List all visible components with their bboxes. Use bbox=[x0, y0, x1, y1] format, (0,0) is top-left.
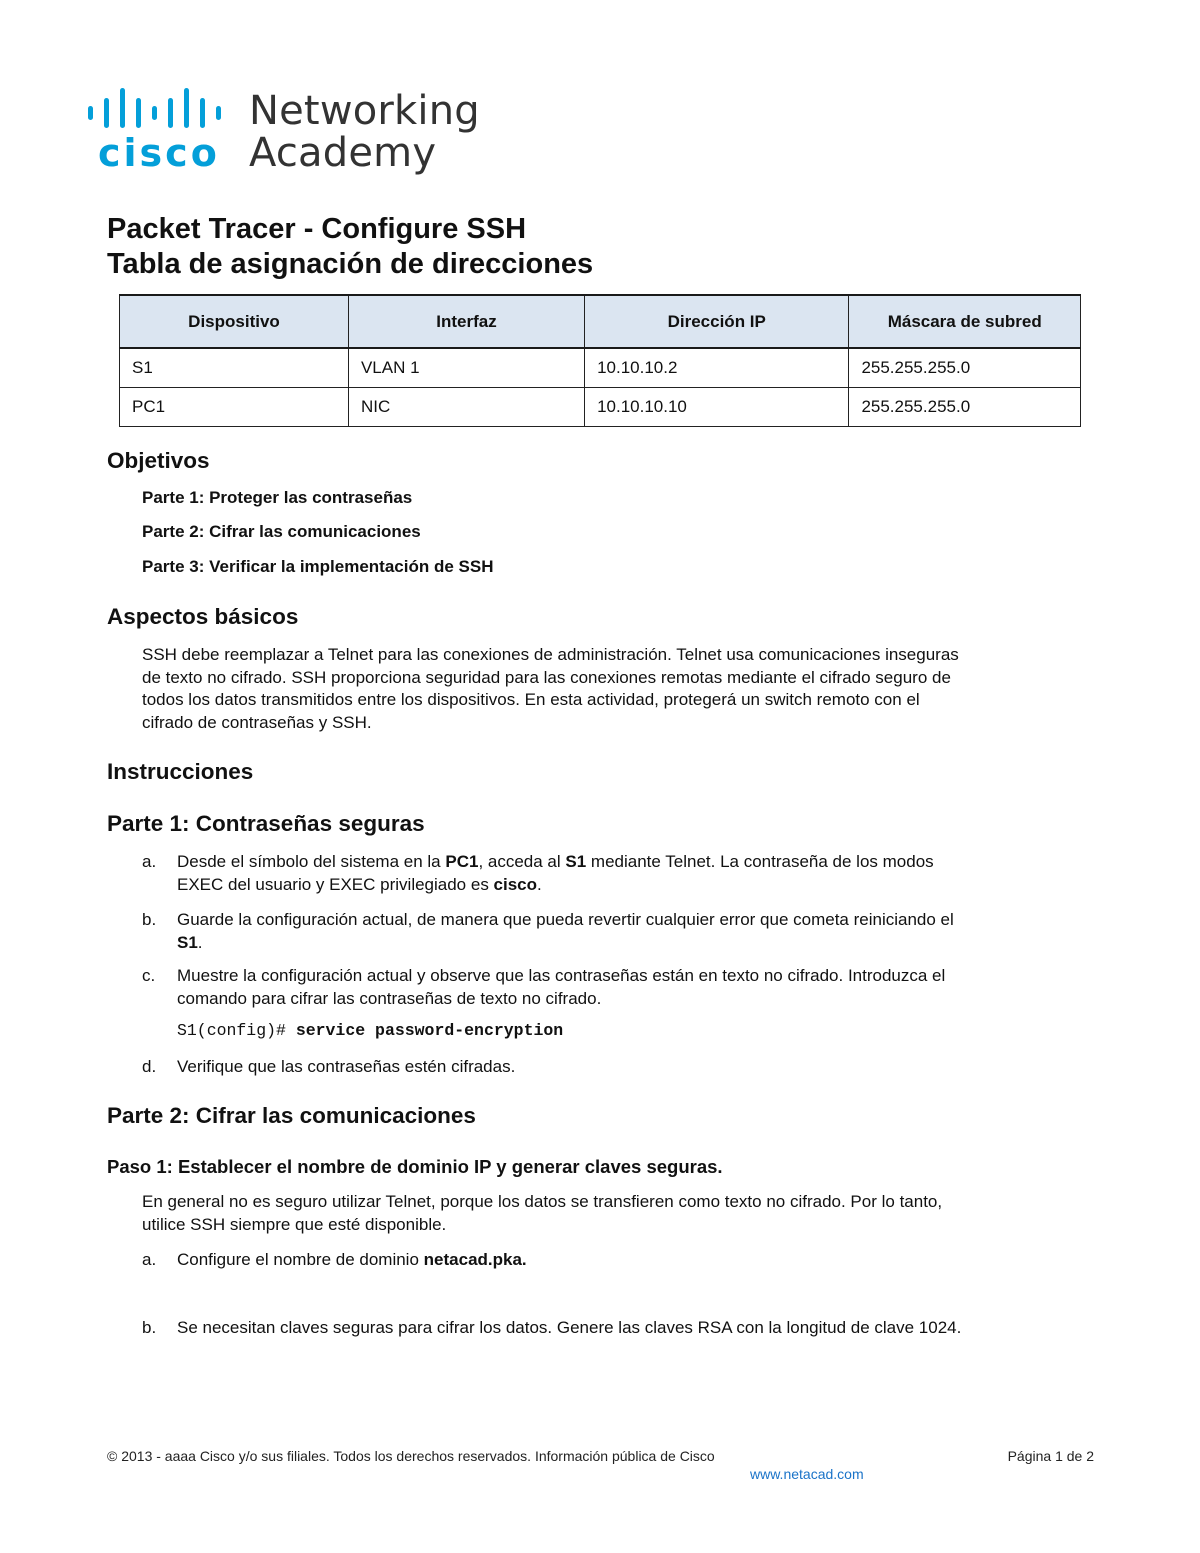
paragraph-line: cifrado de contraseñas y SSH. bbox=[142, 712, 372, 732]
paragraph-line: de texto no cifrado. SSH proporciona seguridad para las conexiones remotas mediante el cifrado seguro de bbox=[142, 667, 951, 687]
title-line-1: Packet Tracer - Configure SSH bbox=[107, 213, 527, 245]
footer-website-link[interactable]: www.netacad.com bbox=[750, 1466, 864, 1482]
parte2-intro bbox=[142, 1191, 1092, 1236]
logo-networking-text: Networking bbox=[249, 88, 480, 134]
parte1-step-b bbox=[142, 909, 1087, 954]
table-row bbox=[120, 388, 1081, 427]
instrucciones-heading: Instrucciones bbox=[107, 759, 254, 784]
logo-academy-text: Academy bbox=[249, 130, 437, 176]
aspectos-heading: Aspectos básicos bbox=[107, 604, 299, 629]
objetivos-heading: Objetivos bbox=[107, 448, 210, 473]
paragraph-line: utilice SSH siempre que esté disponible. bbox=[142, 1214, 447, 1234]
command-line bbox=[177, 1021, 563, 1040]
table-header-row bbox=[120, 295, 1081, 348]
step-text: Se necesitan claves seguras para cifrar los datos. Genere las claves RSA con la longitud de clave 1024. bbox=[177, 1318, 962, 1337]
header-dispositivo: Dispositivo bbox=[120, 295, 349, 348]
cell-interface: VLAN 1 bbox=[348, 348, 584, 388]
step-label: a. bbox=[142, 1250, 157, 1269]
cell-device: PC1 bbox=[120, 388, 349, 427]
parte1-step-d bbox=[142, 1056, 1087, 1079]
footer-copyright: © 2013 - aaaa Cisco y/o sus filiales. Todos los derechos reservados. Información pública de Cisco bbox=[107, 1448, 715, 1464]
cell-ip: 10.10.10.10 bbox=[585, 388, 849, 427]
title-line-2: Tabla de asignación de direcciones bbox=[107, 248, 594, 280]
step-label: b. bbox=[142, 910, 157, 929]
parte2-step-a bbox=[142, 1249, 1087, 1272]
paragraph-line: SSH debe reemplazar a Telnet para las conexiones de administración. Telnet usa comunicaciones inseguras bbox=[142, 645, 959, 664]
step-text: Guarde la configuración actual, de manera que pueda revertir cualquier error que cometa reiniciando el S1. bbox=[177, 910, 954, 952]
parte1-step-a bbox=[142, 851, 1087, 896]
parte2-step-b bbox=[142, 1317, 1087, 1340]
parte1-step-c bbox=[142, 965, 1087, 1010]
step-text: Verifique que las contraseñas estén cifradas. bbox=[177, 1057, 516, 1076]
cell-device: S1 bbox=[120, 348, 349, 388]
paso1-heading: Paso 1: Establecer el nombre de dominio IP y generar claves seguras. bbox=[107, 1156, 723, 1177]
objetivo-item: Parte 1: Proteger las contraseñas bbox=[142, 488, 413, 507]
cli-prompt: S1(config)# bbox=[177, 1021, 296, 1040]
step-text: Desde el símbolo del sistema en la PC1, acceda al S1 mediante Telnet. La contraseña de los modos EXEC del usuario y EXEC privilegiado es cisco. bbox=[177, 852, 934, 894]
page-number: Página 1 de 2 bbox=[1007, 1448, 1094, 1464]
paragraph-line: todos los datos transmitidos entre los dispositivos. En esta actividad, protegerá un switch remoto con el bbox=[142, 690, 920, 709]
svg-text:cisco: cisco bbox=[98, 131, 220, 175]
parte2-heading: Parte 2: Cifrar las comunicaciones bbox=[107, 1103, 476, 1128]
step-label: d. bbox=[142, 1057, 157, 1076]
step-text: Muestre la configuración actual y observe que las contraseñas están en texto no cifrado. Introduzca el comando para cifrar las contraseñas de texto no cifrado. bbox=[177, 966, 946, 1008]
table-row bbox=[120, 348, 1081, 388]
step-text: Configure el nombre de dominio netacad.pka. bbox=[177, 1250, 527, 1269]
addressing-table bbox=[119, 294, 1081, 427]
step-label: a. bbox=[142, 852, 157, 871]
page-title bbox=[107, 212, 593, 282]
cell-mask: 255.255.255.0 bbox=[849, 348, 1081, 388]
cell-ip: 10.10.10.2 bbox=[585, 348, 849, 388]
cisco-logo-icon bbox=[86, 88, 246, 178]
header-direccion-ip: Dirección IP bbox=[585, 295, 849, 348]
aspectos-paragraph bbox=[142, 644, 1092, 734]
objetivo-item: Parte 3: Verificar la implementación de SSH bbox=[142, 557, 494, 576]
cli-command: service password-encryption bbox=[295, 1021, 564, 1040]
cell-interface: NIC bbox=[348, 388, 584, 427]
objetivo-item: Parte 2: Cifrar las comunicaciones bbox=[142, 522, 421, 541]
step-label: c. bbox=[142, 966, 156, 985]
cell-mask: 255.255.255.0 bbox=[849, 388, 1081, 427]
cisco-networking-academy-logo bbox=[86, 88, 486, 178]
parte1-heading: Parte 1: Contraseñas seguras bbox=[107, 811, 425, 836]
step-label: b. bbox=[142, 1318, 157, 1337]
header-mascara: Máscara de subred bbox=[849, 295, 1081, 348]
header-interfaz: Interfaz bbox=[348, 295, 584, 348]
paragraph-line: En general no es seguro utilizar Telnet, porque los datos se transfieren como texto no cifrado. Por lo tanto, bbox=[142, 1192, 943, 1211]
